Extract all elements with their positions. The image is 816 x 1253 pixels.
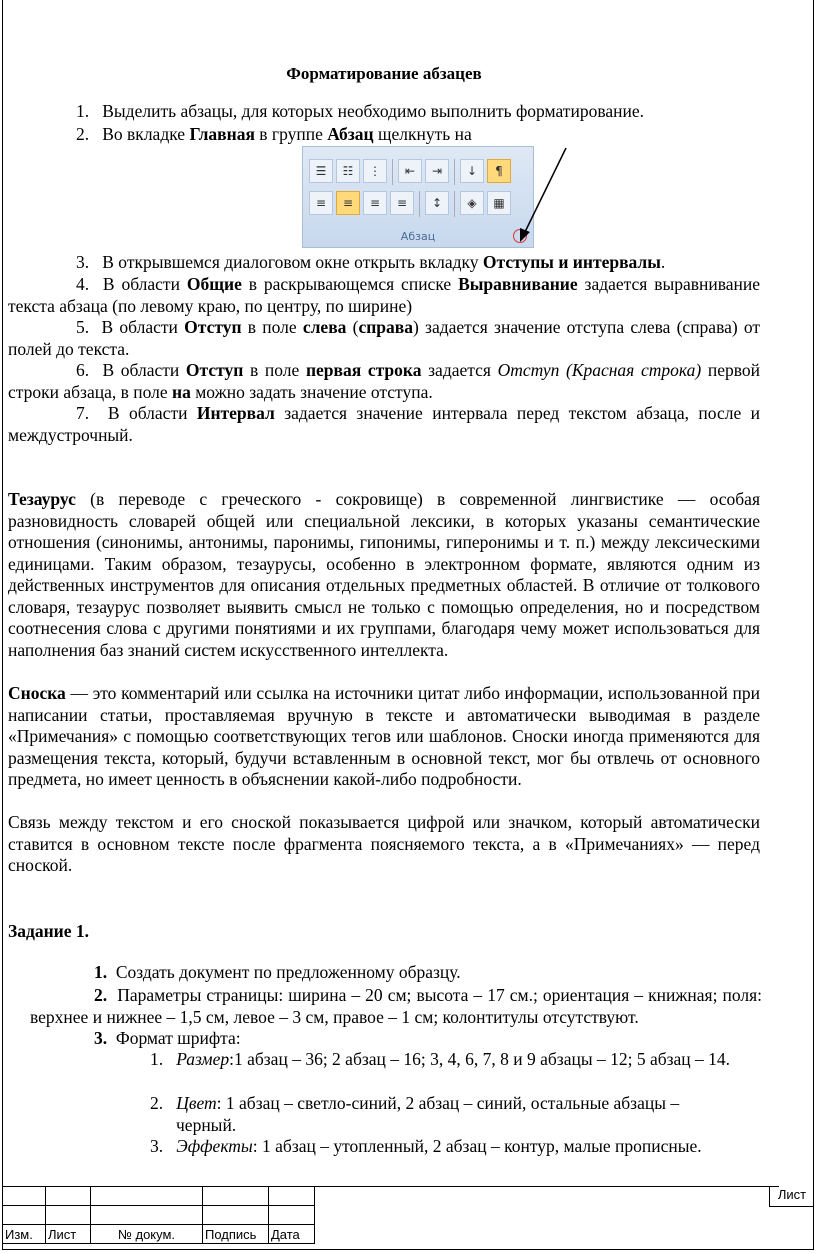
borders-icon: ▦ bbox=[487, 191, 511, 215]
task-sub-1: 1. Размер:1 абзац – 36; 2 абзац – 16; 3, 4, 6, 7, 8 и 9 абзацы – 12; 5 абзац – 14. bbox=[150, 1049, 731, 1069]
align-left-icon: ≡ bbox=[309, 191, 333, 215]
decrease-indent-icon: ⇤ bbox=[398, 159, 422, 183]
thesaurus-paragraph: Тезаурус (в переводе с греческого - сокровище) в современной лингвистике — особая разновидность словарей общей или специальной лексики, в которых указаны семантические отношения (синонимы, антонимы, паронимы, гипонимы, гиперонимы и т. п.) между лексическими единицами. Таким образом, тезаурусы, особенно в электронном формате, являются одним из действенных инструментов для описания отдельных предметных областей. В отличие от толкового словаря, тезаурус позволяет выявить смысл не только с помощью определения, но и посредством соотнесения слова с другими понятиями и их группами, благодаря чему может использоваться для наполнения баз знаний систем искусственного интеллекта. bbox=[8, 489, 760, 660]
task-item-3: 3. Формат шрифта: bbox=[94, 1028, 241, 1048]
footnote-paragraph: Сноска — это комментарий или ссылка на источники цитат либо информации, использованной при написании статьи, проставляемая вручную в тексте и автоматически выводимая в разделе «Примечания» с помощью соответствующих тегов или шаблонов. Сноски иногда применяются для размещения текста, который, будучи вставленным в основной текст, мог бы отвлечь от основного предмета, но имеет ценность в объяснении какой-либо подробности. bbox=[8, 683, 760, 789]
multilevel-list-icon: ⋮ bbox=[363, 159, 387, 183]
stamp-sign: Подпись bbox=[203, 1225, 269, 1244]
increase-indent-icon: ⇥ bbox=[425, 159, 449, 183]
footnote-paragraph-2: Связь между текстом и его сноской показывается цифрой или значком, который автоматически ставится в основном тексте после фрагмента поясняемого текста, а в «Примечаниях» — перед сноской. bbox=[8, 812, 760, 875]
bullets-icon: ☰ bbox=[309, 159, 333, 183]
stamp-izm: Изм. bbox=[3, 1225, 46, 1244]
task-heading: Задание 1. bbox=[8, 921, 90, 941]
step-4: 4. В области Общие в раскрывающемся списке Выравнивание задается выравнивание текста абзаца (по левому краю, по центру, по ширине) bbox=[8, 274, 761, 316]
pilcrow-icon: ¶ bbox=[487, 159, 511, 183]
step-2: 2. Во вкладке Главная в группе Абзац щелкнуть на bbox=[76, 124, 472, 144]
title-block bbox=[2, 1186, 814, 1250]
pointer-arrow bbox=[0, 0, 816, 260]
task-item-1: 1. Создать документ по предложенному образцу. bbox=[94, 962, 461, 982]
step-1: 1. Выделить абзацы, для которых необходимо выполнить форматирование. bbox=[76, 101, 644, 121]
task-sub-3: 3. Эффекты: 1 абзац – утопленный, 2 абзац – контур, малые прописные. bbox=[150, 1136, 702, 1156]
step-6: 6. В области Отступ в поле первая строка задается Отступ (Красная строка) первой строки абзаца, в поле на можно задать значение отступа. bbox=[8, 360, 760, 402]
justify-icon: ≡ bbox=[390, 191, 414, 215]
sheet-label: Лист bbox=[769, 1186, 814, 1207]
doc-title: Форматирование абзацев bbox=[286, 64, 482, 83]
stamp-doc: № докум. bbox=[91, 1225, 203, 1244]
sort-icon: ↓ bbox=[460, 159, 484, 183]
stamp-date: Дата bbox=[269, 1225, 315, 1244]
task-item-2: 2. Параметры страницы: ширина – 20 см; высота – 17 см.; ориентация – книжная; поля: верхнее и нижнее – 1,5 см, левое – 3 см, правое – 1 см; колонтитулы отсутствуют. bbox=[30, 985, 763, 1027]
stamp-list: Лист bbox=[46, 1225, 91, 1244]
align-right-icon: ≡ bbox=[363, 191, 387, 215]
step-3: 3. В открывшемся диалоговом окне открыть вкладку Отступы и интервалы. bbox=[76, 252, 666, 272]
shading-icon: ◈ bbox=[460, 191, 484, 215]
step-7: 7. В области Интервал задается значение интервала перед текстом абзаца, после и междустрочный. bbox=[8, 403, 761, 445]
numbering-icon: ☷ bbox=[336, 159, 360, 183]
line-spacing-icon: ↕ bbox=[425, 191, 449, 215]
step-5: 5. В области Отступ в поле слева (справа) задается значение отступа слева (справа) от полей до текста. bbox=[8, 317, 761, 359]
task-sub-2: 2. Цвет: 1 абзац – светло-синий, 2 абзац – синий, остальные абзацы – черный. bbox=[150, 1093, 680, 1135]
ribbon-group-label: Абзац bbox=[400, 230, 436, 243]
align-center-icon: ≡ bbox=[336, 191, 360, 215]
